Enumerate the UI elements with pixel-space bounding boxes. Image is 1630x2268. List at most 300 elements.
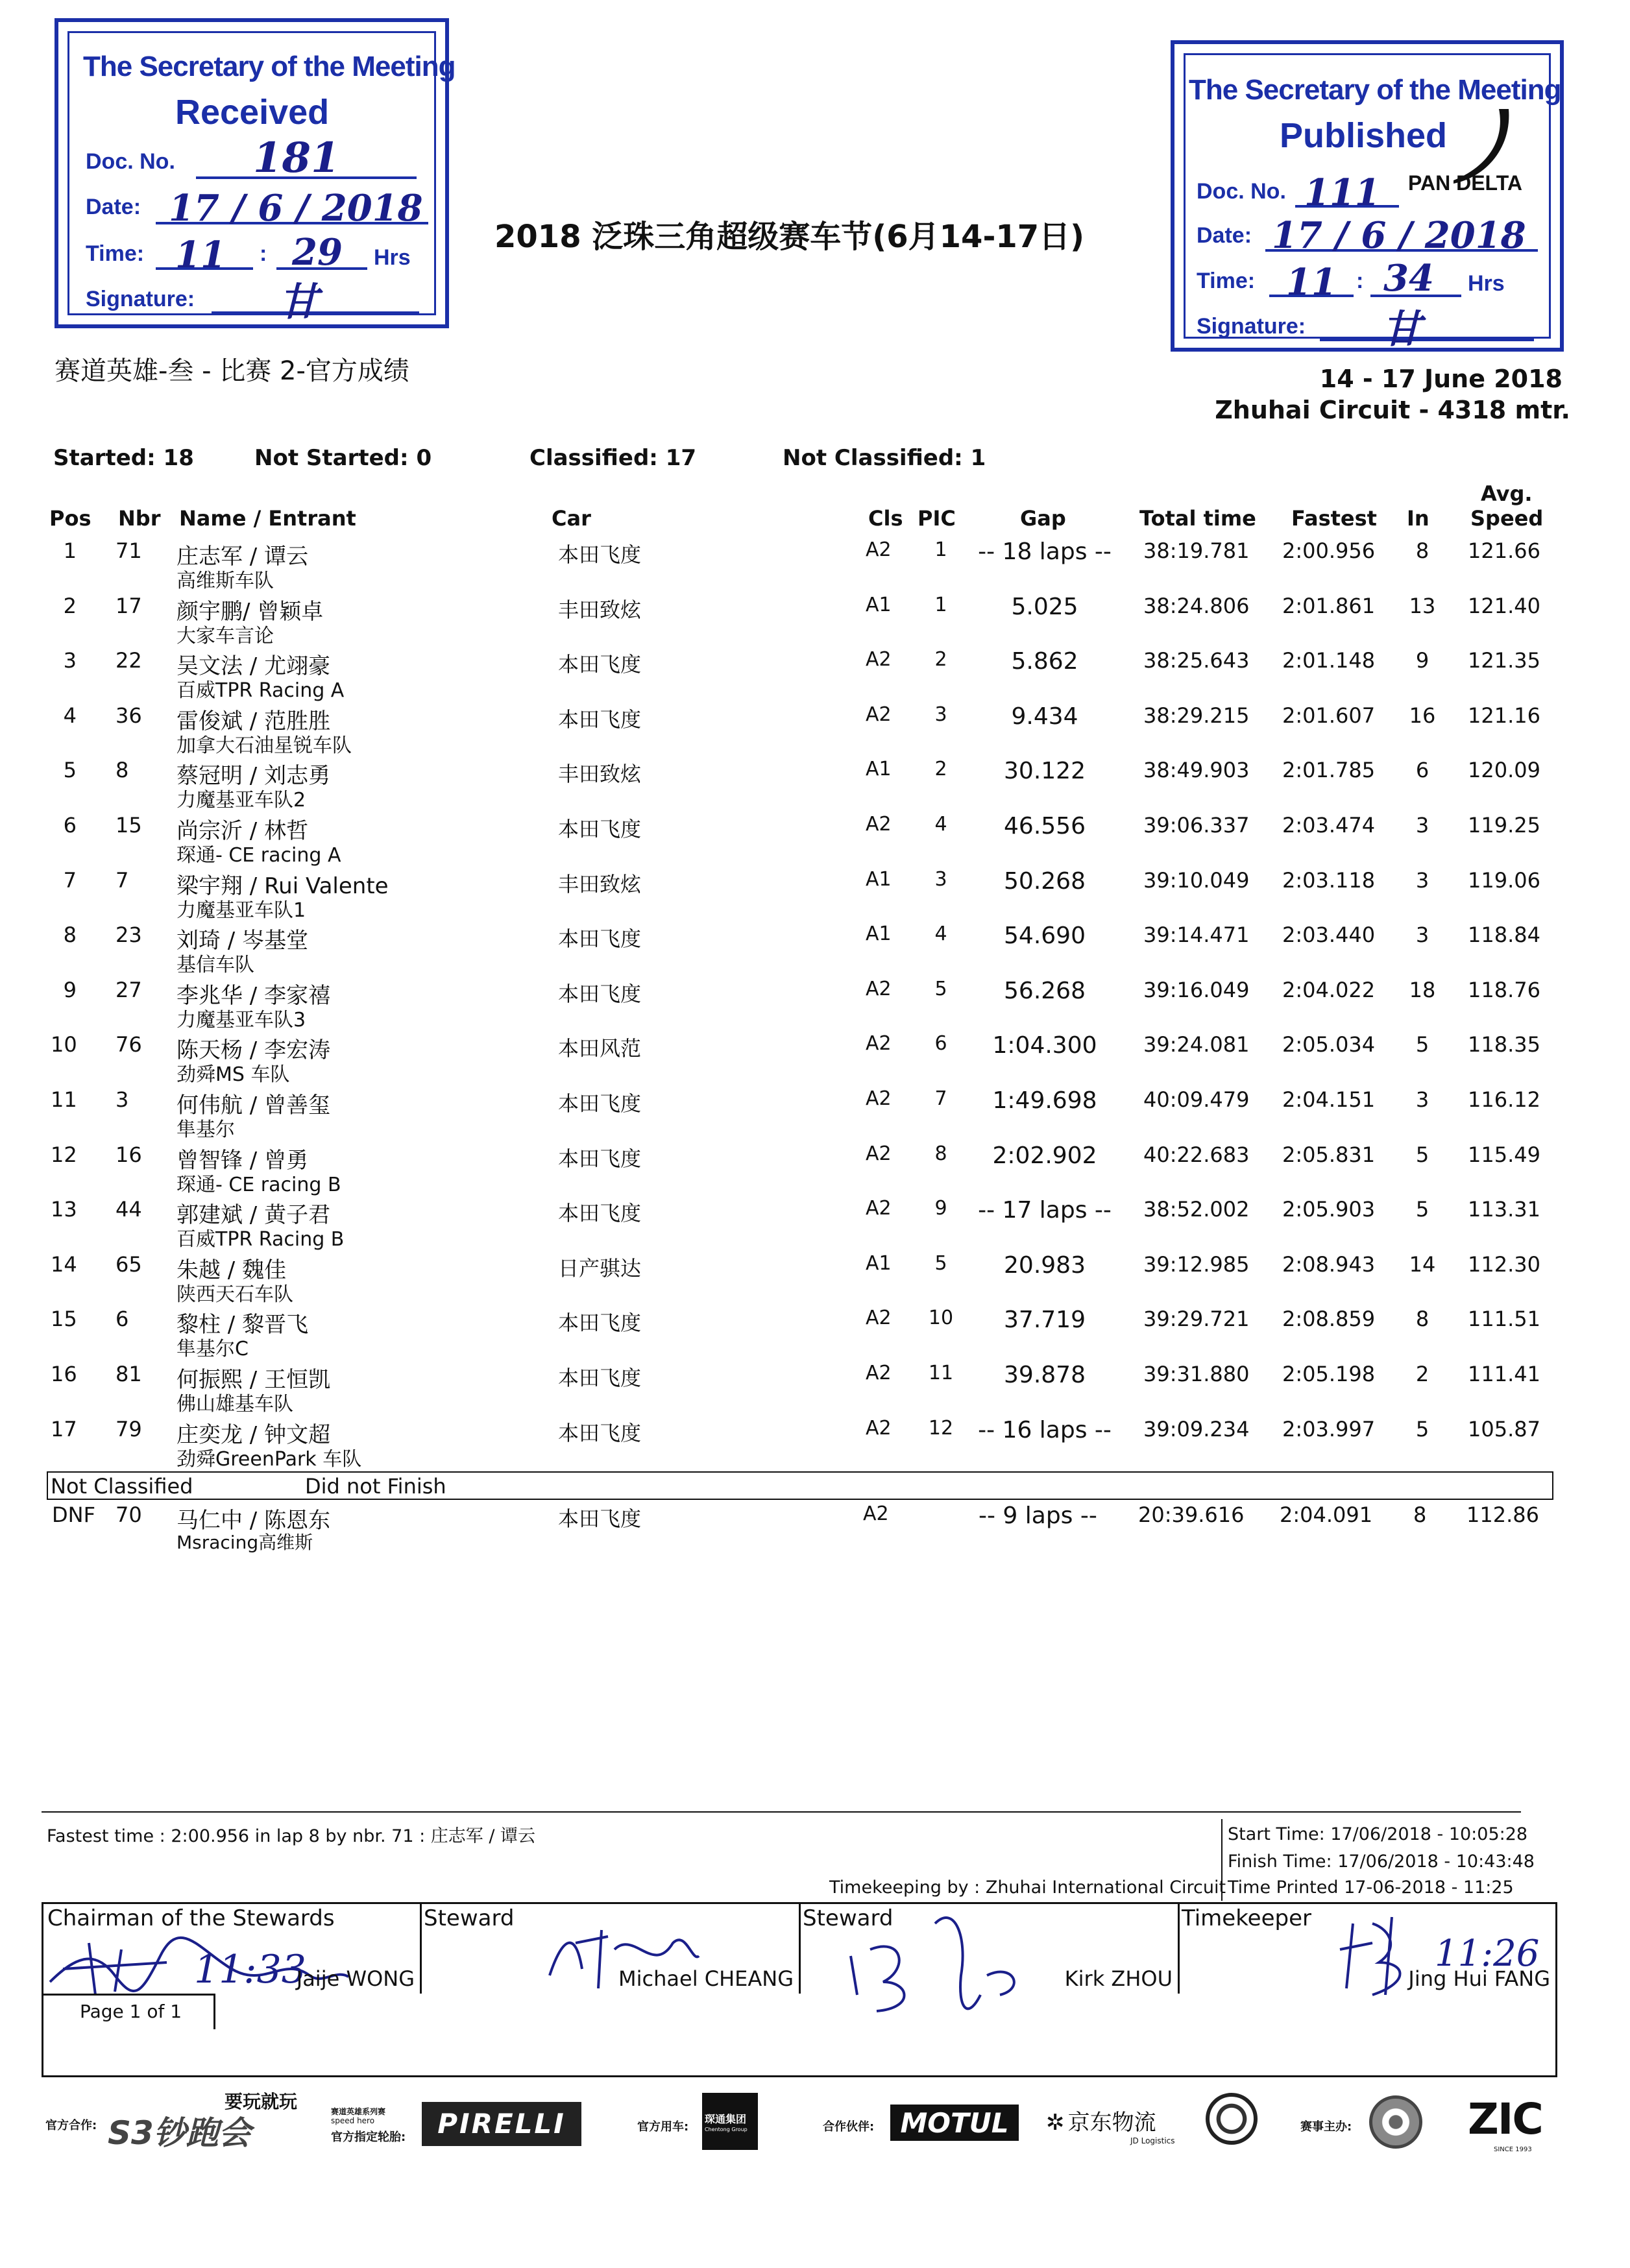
- result-avg-speed: 120.09: [1468, 758, 1540, 783]
- result-gap: 56.268: [1004, 977, 1086, 1004]
- result-avg-speed: 113.31: [1468, 1197, 1540, 1222]
- result-fastest-lap: 2:04.151: [1282, 1087, 1376, 1112]
- result-avg-speed: 121.40: [1468, 593, 1540, 618]
- result-name: 曾智锋 / 曾勇: [176, 1147, 309, 1174]
- result-row: [0, 1417, 1630, 1471]
- result-pos: 3: [63, 648, 77, 673]
- result-car: 本田飞度: [558, 652, 642, 677]
- date-value: 17 / 6 / 2018: [169, 187, 423, 230]
- vehicle-label: 官方用车:: [637, 2120, 689, 2134]
- result-class: A2: [866, 813, 892, 836]
- result-name: 何伟航 / 曾善玺: [176, 1092, 331, 1118]
- result-team: 琛通- CE racing B: [176, 1173, 341, 1196]
- signature-label: Signature:: [1197, 314, 1306, 339]
- result-team: 隼基尔C: [176, 1338, 249, 1361]
- result-row: [0, 1142, 1630, 1197]
- jd-text: 京东物流: [1067, 2110, 1156, 2136]
- result-avg-speed: 119.25: [1468, 813, 1540, 838]
- result-team: 琛通- CE racing A: [176, 844, 341, 867]
- result-car: 日产骐达: [558, 1255, 642, 1281]
- page-number: Page 1 of 1: [80, 2001, 182, 2022]
- time-hour: 11: [175, 234, 226, 276]
- officials-box: [42, 1902, 1557, 2077]
- result-team: 陕西天石车队: [176, 1283, 293, 1306]
- result-fastest-lap: 2:05.198: [1282, 1362, 1376, 1386]
- result-car: 本田飞度: [558, 1366, 642, 1390]
- result-row: [0, 538, 1630, 593]
- result-total-time: 39:31.880: [1143, 1362, 1250, 1386]
- result-nbr: 23: [116, 923, 142, 948]
- result-total-time: 39:10.049: [1143, 867, 1250, 893]
- result-row: [0, 923, 1630, 977]
- result-row: [0, 1307, 1630, 1361]
- result-nbr: 76: [116, 1032, 142, 1057]
- result-fastest-lap: 2:05.831: [1282, 1142, 1376, 1167]
- motul-text: MOTUL: [900, 2107, 1009, 2139]
- result-class: A2: [866, 703, 892, 726]
- col-in: In: [1407, 506, 1429, 531]
- result-class: A1: [866, 1251, 892, 1275]
- result-in-lap: 5: [1415, 1142, 1429, 1167]
- result-pos: 9: [63, 977, 77, 1002]
- result-total-time: 39:12.985: [1143, 1251, 1250, 1277]
- result-team: 大家车言论: [176, 624, 274, 647]
- result-pos: 14: [51, 1251, 77, 1277]
- result-name: 刘琦 / 岑基堂: [176, 928, 309, 954]
- partner-label: 合作伙伴:: [823, 2120, 875, 2134]
- time-colon: :: [1356, 269, 1364, 293]
- event-dates: 14 - 17 June 2018: [1319, 365, 1563, 393]
- result-pos: 2: [63, 593, 77, 618]
- official-name: Michael CHEANG: [618, 1966, 794, 1991]
- col-pic: PIC: [918, 506, 956, 531]
- result-team: 力魔基亚车队2: [176, 789, 306, 812]
- result-fastest-lap: 2:00.956: [1282, 538, 1376, 563]
- result-pos: 8: [63, 923, 77, 948]
- result-class: A2: [866, 538, 892, 561]
- result-car: 本田飞度: [558, 1310, 642, 1336]
- result-car: 丰田致炫: [558, 762, 642, 787]
- not-classified-count: Not Classified: 1: [783, 445, 986, 471]
- result-avg-speed: 118.76: [1468, 977, 1540, 1002]
- stamp-title: The Secretary of the Meeting: [83, 51, 456, 82]
- result-team: 高维斯车队: [176, 570, 274, 592]
- result-team: 力魔基亚车队3: [176, 1008, 306, 1031]
- col-total: Total time: [1139, 506, 1256, 531]
- result-total-time: 38:29.215: [1143, 703, 1250, 728]
- result-pos: 17: [51, 1416, 77, 1442]
- result-in-lap: 5: [1415, 1416, 1429, 1442]
- result-class: A1: [866, 867, 892, 891]
- jd-sub: JD Logistics: [1130, 2136, 1175, 2145]
- result-nbr: 16: [116, 1142, 142, 1167]
- time-label: Time:: [86, 241, 145, 266]
- result-pic: 4: [934, 813, 947, 836]
- result-in-lap: 3: [1415, 923, 1429, 948]
- result-total-time: 39:16.049: [1143, 977, 1250, 1002]
- result-pic: 12: [928, 1416, 954, 1440]
- result-pos: 11: [51, 1087, 77, 1112]
- result-fastest-lap: 2:01.607: [1282, 703, 1376, 728]
- result-gap: 50.268: [1004, 867, 1086, 895]
- official-name: Jaije WONG: [296, 1966, 415, 1991]
- pan-delta-brand: PAN DELTA: [1408, 171, 1522, 195]
- result-class: A1: [866, 593, 892, 616]
- result-car: 本田飞度: [558, 706, 642, 732]
- club-badge-icon: [1206, 2093, 1258, 2145]
- motul-logo: [890, 2105, 1019, 2141]
- col-pos: Pos: [49, 506, 91, 531]
- result-pos: 12: [51, 1142, 77, 1167]
- result-pos: 10: [51, 1032, 77, 1057]
- result-team: 佛山雄基车队: [176, 1393, 293, 1416]
- result-class: A2: [866, 1362, 892, 1384]
- result-car: 丰田致炫: [558, 871, 642, 897]
- result-in-lap: 9: [1415, 648, 1429, 673]
- official-role: Steward: [803, 1905, 894, 1931]
- result-row: [0, 703, 1630, 758]
- result-nbr: 79: [116, 1416, 142, 1442]
- result-row: [0, 1252, 1630, 1307]
- official-name: Jing Hui FANG: [1408, 1966, 1550, 1991]
- page-indicator: [43, 1994, 215, 2029]
- dnf-name: 马仁中 / 陈恩东: [176, 1508, 331, 1534]
- result-row: [0, 758, 1630, 812]
- result-total-time: 40:22.683: [1143, 1142, 1250, 1167]
- official-steward-2: [799, 1904, 1180, 1994]
- time-minute: 29: [292, 231, 343, 274]
- stamp-status: Received: [175, 93, 330, 132]
- organizer-badge-icon: [1369, 2095, 1422, 2149]
- result-in-lap: 3: [1415, 813, 1429, 838]
- race-title: 赛道英雄-叁 - 比赛 2-官方成绩: [55, 356, 409, 386]
- result-pos: 1: [63, 538, 77, 563]
- signature-value: 甘: [1382, 307, 1421, 352]
- result-fastest-lap: 2:03.440: [1282, 923, 1376, 948]
- dnf-nbr: 70: [116, 1502, 142, 1527]
- result-gap: 46.556: [1004, 813, 1086, 839]
- result-in-lap: 8: [1415, 1307, 1429, 1332]
- result-avg-speed: 111.41: [1468, 1362, 1540, 1386]
- pirelli-text: PIRELLI: [437, 2108, 566, 2140]
- date-label: Date:: [86, 195, 141, 219]
- result-team: 力魔基亚车队1: [176, 899, 306, 922]
- result-class: A2: [866, 648, 892, 671]
- result-name: 庄志军 / 谭云: [176, 544, 309, 570]
- official-role: Chairman of the Stewards: [47, 1905, 335, 1931]
- stamp-title: The Secretary of the Meeting: [1189, 74, 1561, 106]
- official-name: Kirk ZHOU: [1064, 1966, 1173, 1991]
- started-count: Started: 18: [53, 445, 194, 471]
- col-cls: Cls: [868, 506, 903, 531]
- official-partner-label: 官方合作:: [45, 2119, 97, 2132]
- result-car: 本田飞度: [558, 1091, 642, 1116]
- result-nbr: 81: [116, 1362, 142, 1386]
- result-avg-speed: 105.87: [1468, 1416, 1540, 1442]
- result-fastest-lap: 2:08.943: [1282, 1251, 1376, 1277]
- result-car: 本田风范: [558, 1036, 642, 1061]
- result-class: A2: [866, 1197, 892, 1220]
- result-pos: 13: [51, 1197, 77, 1222]
- doc-label: Doc. No.: [86, 149, 175, 174]
- result-fastest-lap: 2:05.034: [1282, 1032, 1376, 1057]
- result-team: 基信车队: [176, 954, 254, 977]
- timekeeping-by: Timekeeping by : Zhuhai International Circuit: [829, 1877, 1226, 1898]
- dnf-gap: -- 9 laps --: [979, 1502, 1097, 1529]
- result-name: 吴文法 / 尤翊豪: [176, 653, 331, 680]
- result-gap: 2:02.902: [992, 1142, 1097, 1169]
- zic-sub: SINCE 1993: [1494, 2146, 1532, 2153]
- result-name: 颜宇鹏/ 曾颖卓: [176, 598, 324, 625]
- result-in-lap: 5: [1415, 1032, 1429, 1057]
- result-nbr: 44: [116, 1197, 142, 1222]
- result-row: [0, 1087, 1630, 1142]
- result-gap: -- 18 laps --: [978, 538, 1112, 565]
- signature-label: Signature:: [86, 287, 195, 311]
- result-class: A2: [866, 1087, 892, 1110]
- result-fastest-lap: 2:03.997: [1282, 1416, 1376, 1442]
- result-name: 庄奕龙 / 钟文超: [176, 1421, 331, 1448]
- result-pic: 9: [934, 1197, 947, 1220]
- tyre-label-line-2: speed hero: [331, 2116, 375, 2125]
- col-speed: Speed: [1470, 506, 1544, 531]
- doc-number: 111: [1304, 171, 1380, 214]
- result-car: 本田飞度: [558, 926, 642, 952]
- pirelli-logo: [422, 2102, 581, 2146]
- result-class: A1: [866, 923, 892, 946]
- result-row: [0, 1197, 1630, 1251]
- result-name: 黎柱 / 黎晋飞: [176, 1312, 309, 1338]
- result-gap: 1:04.300: [992, 1032, 1097, 1059]
- event-title: 2018 泛珠三角超级赛车节(6月14-17日): [494, 219, 1085, 255]
- result-gap: -- 17 laps --: [978, 1197, 1112, 1224]
- result-nbr: 8: [116, 758, 129, 783]
- result-gap: 39.878: [1004, 1362, 1086, 1388]
- dnf-car: 本田飞度: [558, 1506, 642, 1531]
- tyre-label-line-3: 官方指定轮胎:: [331, 2130, 406, 2144]
- time-minute: 34: [1383, 257, 1434, 300]
- result-avg-speed: 121.35: [1468, 648, 1540, 673]
- result-avg-speed: 112.30: [1468, 1251, 1540, 1277]
- result-class: A2: [866, 1032, 892, 1056]
- col-name: Name / Entrant: [179, 506, 356, 531]
- classified-count: Classified: 17: [529, 445, 697, 471]
- result-pic: 2: [934, 648, 947, 671]
- result-pos: 5: [63, 758, 77, 783]
- fastest-time-line: Fastest time : 2:00.956 in lap 8 by nbr. 71 : 庄志军 / 谭云: [47, 1826, 536, 1846]
- result-nbr: 22: [116, 648, 142, 673]
- result-row: [0, 594, 1630, 648]
- result-avg-speed: 115.49: [1468, 1142, 1540, 1167]
- result-gap: 5.025: [1011, 593, 1078, 620]
- result-name: 朱越 / 魏佳: [176, 1257, 287, 1283]
- result-total-time: 39:29.721: [1143, 1307, 1250, 1332]
- result-fastest-lap: 2:03.118: [1282, 867, 1376, 893]
- result-row: [0, 868, 1630, 923]
- col-nbr: Nbr: [118, 506, 161, 531]
- result-pic: 5: [934, 1251, 947, 1275]
- result-gap: 30.122: [1004, 758, 1086, 785]
- result-in-lap: 16: [1409, 703, 1436, 728]
- result-name: 蔡冠明 / 刘志勇: [176, 763, 331, 790]
- result-total-time: 39:14.471: [1143, 923, 1250, 948]
- result-total-time: 39:09.234: [1143, 1416, 1250, 1442]
- result-team: 百威TPR Racing A: [176, 679, 345, 703]
- official-steward-1: [420, 1904, 801, 1994]
- result-fastest-lap: 2:05.903: [1282, 1197, 1376, 1222]
- result-pos: 6: [63, 813, 77, 838]
- result-in-lap: 6: [1415, 758, 1429, 783]
- chentong-text: 琛通集团: [705, 2113, 747, 2125]
- result-nbr: 65: [116, 1251, 142, 1277]
- result-pos: 7: [63, 867, 77, 893]
- time-hour: 11: [1286, 261, 1337, 304]
- result-nbr: 3: [116, 1087, 129, 1112]
- result-in-lap: 13: [1409, 593, 1436, 618]
- result-avg-speed: 116.12: [1468, 1087, 1540, 1112]
- result-name: 李兆华 / 李家禧: [176, 982, 331, 1009]
- result-car: 本田飞度: [558, 542, 642, 567]
- result-car: 本田飞度: [558, 1146, 642, 1171]
- result-gap: 37.719: [1004, 1307, 1086, 1334]
- result-pic: 10: [928, 1307, 954, 1330]
- result-class: A2: [866, 977, 892, 1000]
- result-total-time: 38:52.002: [1143, 1197, 1250, 1222]
- result-pic: 6: [934, 1032, 947, 1056]
- result-pic: 1: [934, 593, 947, 616]
- result-fastest-lap: 2:01.148: [1282, 648, 1376, 673]
- result-class: A2: [866, 1416, 892, 1440]
- hrs-label: Hrs: [1468, 271, 1505, 296]
- result-team: 劲舜GreenPark 车队: [176, 1447, 362, 1471]
- start-time: Start Time: 17/06/2018 - 10:05:28: [1228, 1824, 1528, 1844]
- dnf-pos: DNF: [52, 1502, 95, 1527]
- result-nbr: 71: [116, 538, 142, 563]
- result-pic: 4: [934, 923, 947, 946]
- result-team: 百威TPR Racing B: [176, 1228, 345, 1251]
- hrs-label: Hrs: [374, 245, 411, 270]
- dnf-total: 20:39.616: [1138, 1502, 1245, 1527]
- official-timekeeper: [1178, 1904, 1555, 1994]
- result-row: [0, 978, 1630, 1032]
- result-in-lap: 3: [1415, 867, 1429, 893]
- result-in-lap: 2: [1415, 1362, 1429, 1386]
- result-name: 尚宗沂 / 林哲: [176, 818, 309, 844]
- result-row: [0, 813, 1630, 867]
- dnf-team: Msracing高维斯: [176, 1532, 313, 1553]
- time-printed: Time Printed 17-06-2018 - 11:25: [1228, 1877, 1514, 1898]
- result-name: 雷俊斌 / 范胜胜: [176, 708, 331, 734]
- result-total-time: 38:19.781: [1143, 538, 1250, 563]
- result-pic: 8: [934, 1142, 947, 1165]
- result-name: 陈天杨 / 李宏涛: [176, 1037, 331, 1064]
- col-fastest: Fastest: [1291, 506, 1377, 531]
- dnf-cls: A2: [863, 1502, 889, 1525]
- result-total-time: 38:25.643: [1143, 648, 1250, 673]
- zic-logo: ZIC: [1468, 2094, 1542, 2144]
- result-pic: 11: [928, 1362, 954, 1384]
- official-role: Steward: [424, 1905, 515, 1931]
- result-avg-speed: 111.51: [1468, 1307, 1540, 1332]
- result-pic: 3: [934, 867, 947, 891]
- result-pos: 16: [51, 1362, 77, 1386]
- result-avg-speed: 119.06: [1468, 867, 1540, 893]
- result-gap: 5.862: [1011, 648, 1078, 675]
- signature-value: 甘: [279, 280, 318, 325]
- result-gap: 1:49.698: [992, 1087, 1097, 1114]
- result-team: 隼基尔: [176, 1118, 235, 1141]
- result-in-lap: 18: [1409, 977, 1436, 1002]
- finish-time: Finish Time: 17/06/2018 - 10:43:48: [1228, 1852, 1535, 1872]
- s3-logo: S3钞跑会: [108, 2114, 251, 2152]
- result-total-time: 38:49.903: [1143, 758, 1250, 783]
- dnf-in: 8: [1413, 1502, 1427, 1527]
- result-total-time: 39:24.081: [1143, 1032, 1250, 1057]
- result-class: A2: [866, 1142, 892, 1165]
- result-gap: 20.983: [1004, 1251, 1086, 1279]
- result-gap: 9.434: [1011, 703, 1078, 730]
- result-name: 何振熙 / 王恒凯: [176, 1367, 331, 1393]
- result-car: 本田飞度: [558, 981, 642, 1006]
- result-car: 本田飞度: [558, 1420, 642, 1445]
- result-in-lap: 8: [1415, 538, 1429, 563]
- result-gap: -- 16 laps --: [978, 1416, 1112, 1443]
- col-avg: Avg.: [1481, 481, 1533, 506]
- result-in-lap: 5: [1415, 1197, 1429, 1222]
- chairman-time-note: 11:33: [194, 1947, 306, 1992]
- dnf-speed: 112.86: [1466, 1502, 1539, 1527]
- result-pic: 7: [934, 1087, 947, 1110]
- result-name: 郭建斌 / 黄子君: [176, 1202, 331, 1229]
- result-nbr: 36: [116, 703, 142, 728]
- tyre-label-line-1: 赛道英雄系列赛: [331, 2107, 386, 2116]
- result-in-lap: 3: [1415, 1087, 1429, 1112]
- jd-icon: ✲: [1046, 2110, 1065, 2136]
- chentong-logo: [702, 2093, 758, 2150]
- time-colon: :: [260, 241, 267, 266]
- not-started-count: Not Started: 0: [254, 445, 432, 471]
- result-fastest-lap: 2:08.859: [1282, 1307, 1376, 1332]
- received-stamp: [55, 18, 456, 328]
- result-car: 本田飞度: [558, 817, 642, 841]
- not-classified-bar: [47, 1471, 1553, 1500]
- result-avg-speed: 118.35: [1468, 1032, 1540, 1057]
- result-fastest-lap: 2:03.474: [1282, 813, 1376, 838]
- result-nbr: 17: [116, 593, 142, 618]
- result-in-lap: 14: [1409, 1251, 1436, 1277]
- result-fastest-lap: 2:04.022: [1282, 977, 1376, 1002]
- result-nbr: 27: [116, 977, 142, 1002]
- date-label: Date:: [1197, 223, 1252, 248]
- timekeeper-time-note: 11:26: [1435, 1933, 1540, 1975]
- stamp-status: Published: [1280, 116, 1448, 155]
- result-car: 丰田致炫: [558, 597, 642, 622]
- dnf-fastest: 2:04.091: [1280, 1502, 1373, 1527]
- result-avg-speed: 121.16: [1468, 703, 1540, 728]
- not-classified-label: Not Classified: [51, 1474, 193, 1499]
- result-pic: 2: [934, 758, 947, 781]
- result-pos: 4: [63, 703, 77, 728]
- circuit-info: Zhuhai Circuit - 4318 mtr.: [1215, 396, 1570, 424]
- col-gap: Gap: [1020, 506, 1066, 531]
- result-total-time: 38:24.806: [1143, 593, 1250, 618]
- result-class: A2: [866, 1307, 892, 1330]
- doc-label: Doc. No.: [1197, 179, 1286, 204]
- result-pic: 1: [934, 538, 947, 561]
- result-pic: 3: [934, 703, 947, 726]
- result-nbr: 7: [116, 867, 129, 893]
- dnf-row: [0, 1502, 1630, 1557]
